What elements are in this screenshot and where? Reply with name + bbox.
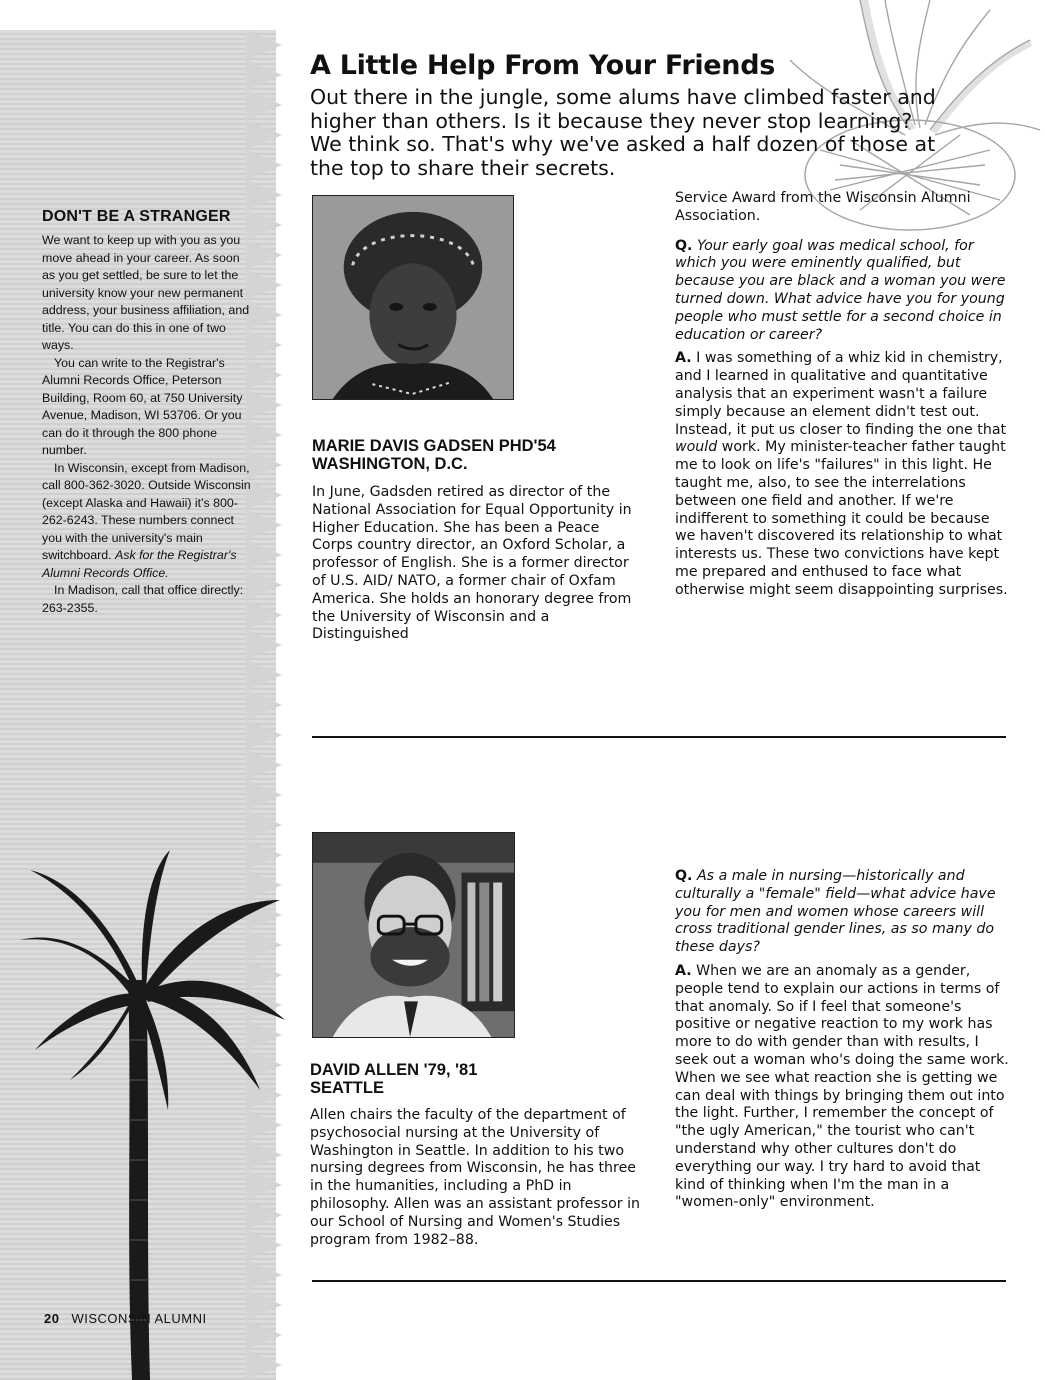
interview-question <box>675 238 1010 345</box>
profile-photo-allen <box>312 832 515 1038</box>
palm-tree-illustration <box>0 840 300 1380</box>
sidebar-paragraph-4: In Madison, call that office directly: 263-2355. <box>42 583 244 615</box>
question-label: Q. <box>675 868 693 884</box>
answer-label: A. <box>675 962 692 979</box>
interview-answer <box>675 963 1010 1212</box>
sidebar-box <box>42 208 254 617</box>
question-text: Your early goal was medical school, for which you were eminently qualified, but because you are black and a woman you were turned down. What advice have you for young people who must settle for a second choice in education or career? <box>675 237 1006 343</box>
answer-label: A. <box>675 350 692 367</box>
sidebar-title: DON'T BE A STRANGER <box>42 208 231 225</box>
profile-bio-gadsen: In June, Gadsden retired as director of the National Association for Equal Opportunity in Higher Education. She has been a Peace Corps country director, an Oxford Scholar, a professor of English. She is a former director of U.S. AID/ NATO, a former chair of Oxfam America. She holds an honorary degree from the University of Wisconsin and a Distinguished <box>312 484 632 643</box>
question-label: Q. <box>675 237 693 254</box>
answer-text: When we are an anomaly as a gender, people tend to explain our actions in terms of that anomaly. So if I feel that someone's positive or negative reaction to my work has more to do with gender than with results, I seek out a woman who's doing the same work. When we see what reaction she is getting we can deal with things by bringing them out into the light. Further, I remember the concept of "the ugly American," the tourist who can't understand why other cultures don't do everything our way. I try hard to avoid that kind of thinking when I'm the man in a "women-only" environment. <box>675 962 1009 1211</box>
sidebar-paragraph-1: We want to keep up with you as you move ahead in your career. As soon as you get settled, be sure to let the university know your new permanent address, your business affiliation, and title. You can do this in one of two ways. <box>42 233 250 352</box>
sidebar-paragraph-2: You can write to the Registrar's Alumni Records Office, Peterson Building, Room 60, at 750 University Avenue, Madison, WI 53706. Or you can do it through the 800 phone number. <box>42 355 243 457</box>
profile-name-line: DAVID ALLEN '79, '81 <box>310 1061 478 1079</box>
profile-qa-allen <box>675 868 1010 1212</box>
profile-qa-gadsen <box>675 190 1010 600</box>
section-divider <box>312 1280 1006 1282</box>
interview-question <box>675 868 1010 957</box>
profile-bio-allen: Allen chairs the faculty of the department of psychosocial nursing at the University of Washington in Seattle. In addition to his two nursing degrees from Wisconsin, he has three in the humanities, including a PhD in philosophy. Allen was an assistant professor in our School of Nursing and Women's Studies program from 1982–88. <box>310 1107 641 1248</box>
profile-location: SEATTLE <box>310 1079 384 1097</box>
sidebar-phone-text: In Wisconsin, except from Madison, call 800-362-3020. Outside Wisconsin (except Alaska and Hawaii) it's 800-262-6243. These numbers connect you with the university's main switchboard. <box>42 460 251 562</box>
profile-bio-continued: Service Award from the Wisconsin Alumni Association. <box>675 190 971 224</box>
answer-text-continued: work. My minister-teacher father taught me to look on life's "failures" in this light. He taught me, also, to see the interrelations between one field and another. If we're indifferent to something it could be because we haven't discovered its relationship to what interests us. These two convictions have kept me prepared and enthused to face what otherwise might seem disappointing surprises. <box>675 439 1008 598</box>
answer-text: I was something of a whiz kid in chemistry, and I learned in qualitative and quantitative analysis that an experiment wasn't a failure simply because an element didn't test out. Instead, it put us closer to finding the one that <box>675 350 1007 438</box>
section-divider <box>312 736 1006 738</box>
sidebar-registrar-note: Ask for the Registrar's Alumni Records Office. <box>42 548 237 580</box>
sidebar-paragraph-3 <box>42 460 254 583</box>
answer-emphasis: would <box>675 439 718 456</box>
profile-location: WASHINGTON, D.C. <box>312 455 468 473</box>
interview-answer <box>675 350 1010 599</box>
page-number: 20 <box>44 1311 60 1326</box>
profile-name-allen <box>310 1061 640 1097</box>
profile-name-line: MARIE DAVIS GADSEN PHD'54 <box>312 437 556 455</box>
publication-name: WISCONSIN ALUMNI <box>71 1311 207 1326</box>
profile-name-gadsen <box>312 437 642 473</box>
page-footer <box>44 1311 207 1326</box>
article-title: A Little Help From Your Friends <box>310 50 776 81</box>
question-text: As a male in nursing—historically and culturally a "female" field—what advice have you for men and women whose careers will cross traditional gender lines, as so many do these days? <box>675 868 996 956</box>
profile-photo-gadsen <box>312 195 514 400</box>
article-intro: Out there in the jungle, some alums have climbed faster and higher than others. Is it because they never stop learning? We think so. That's why we've asked a half dozen of those at the top to share their secrets. <box>310 85 936 180</box>
